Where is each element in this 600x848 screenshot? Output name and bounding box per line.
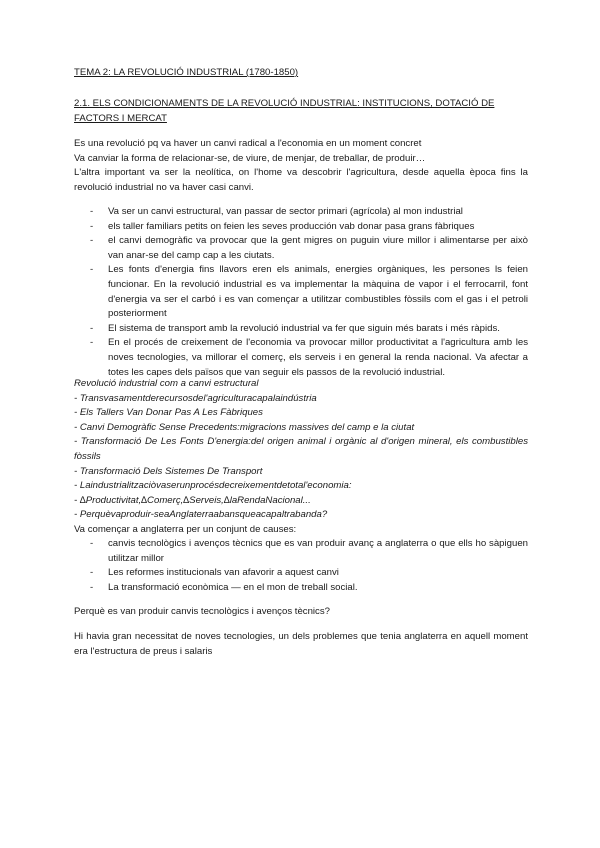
list-item: - El sistema de transport amb la revolució industrial va fer que siguin més barats i més ràpids.: [74, 322, 528, 337]
summary-block: [74, 377, 528, 523]
summary-line: Revolució industrial com a canvi estructural: [74, 378, 259, 389]
summary-line: - Perquèvaproduir-seaAnglaterraabansqueacapaltrabanda?: [74, 509, 328, 521]
list-item: - En el procés de creixement de l'economia va provocar millor productivitat a l'agricultura amb les noves tecnologies, va millorar el comerç, els serveis i en general la renda nacional. Va afectar a totes les capes dels països que van seguir els passos de la revolució industrial.: [74, 336, 528, 380]
summary-line: - Transformació Dels Sistemes De Transport: [74, 465, 263, 477]
answer-paragraph: Hi havia gran necessitat de noves tecnologies, un dels problemes que tenia anglaterra en aquell moment era l'estructura de preus i salaris: [74, 631, 528, 657]
list-item: - La transformació econòmica — en el mon de treball social.: [74, 581, 528, 596]
list-item: - Va ser un canvi estructural, van passar de sector primari (agrícola) al mon industrial: [74, 205, 528, 220]
list-item: - canvis tecnològics i avenços tècnics que es van produir avanç a anglaterra o que ells ho sàpiguen utilitzar millor: [74, 537, 528, 566]
intro-line: L'altra important va ser la neolítica, on l'home va descobrir l'agricultura, desde aquella època fins la revolució industrial no va haver casi canvi.: [74, 167, 528, 193]
list-item: - els taller familiars petits on feien les seves producción vab donar pasa grans fàbriques: [74, 220, 528, 235]
summary-line: - Canvi Demogràfic Sense Precedents:migracions massives del camp e la ciutat: [74, 421, 415, 433]
summary-line: - Els Tallers Van Donar Pas A Les Fàbriques: [74, 407, 263, 419]
list-item: - Les reformes institucionals van afavorir a aquest canvi: [74, 566, 528, 581]
intro-paragraph: [74, 137, 528, 195]
structural-change-list: [74, 205, 528, 380]
list-item: - el canvi demogràfic va provocar que la gent migres on puguin viure millor i alimentarse per això van anar-se del camp cap a les ciutats.: [74, 234, 528, 263]
summary-line: - Transformació De Les Fonts D'energia:del origen animal i orgànic al d'origen mineral, els combustibles fòssils: [74, 436, 528, 462]
intro-line: Es una revolució pq va haver un canvi radical a l'economia en un moment concret: [74, 138, 422, 149]
summary-line: - Laindustrialitzaciòvaserunprocésdecreixementdetotal'economia:: [74, 480, 352, 492]
document-title: TEMA 2: LA REVOLUCIÓ INDUSTRIAL (1780-1850): [74, 67, 299, 78]
intro-line: Va canviar la forma de relacionar-se, de viure, de menjar, de treballar, de produir…: [74, 152, 426, 164]
question: Perquè es van produir canvis tecnològics i avenços tècnics?: [74, 606, 330, 617]
summary-line: - Transvasamentderecursosdel'agriculturacapalaindústria: [74, 392, 317, 404]
list-item: - Les fonts d'energia fins llavors eren els animals, energies orgàniques, les persones ls feien funcionar. En la revolució industrial es va implementar la màquina de vapor i el ferrocarril, font d'energia va ser el carbó i es van començar a utilitzar combustibles fòssils com el gas i el petroli posteriorment: [74, 263, 528, 321]
summary-line: - ∆Productivitat,∆Comerç,∆Serveis,∆laRendaNacional...: [74, 494, 311, 506]
causes-list: [74, 537, 528, 595]
section-heading: 2.1. ELS CONDICIONAMENTS DE LA REVOLUCIÓ INDUSTRIAL: INSTITUCIONS, DOTACIÓ DE FACTORS I MERCAT: [74, 98, 495, 124]
causes-intro: Va començar a anglaterra per un conjunt de causes:: [74, 524, 297, 535]
